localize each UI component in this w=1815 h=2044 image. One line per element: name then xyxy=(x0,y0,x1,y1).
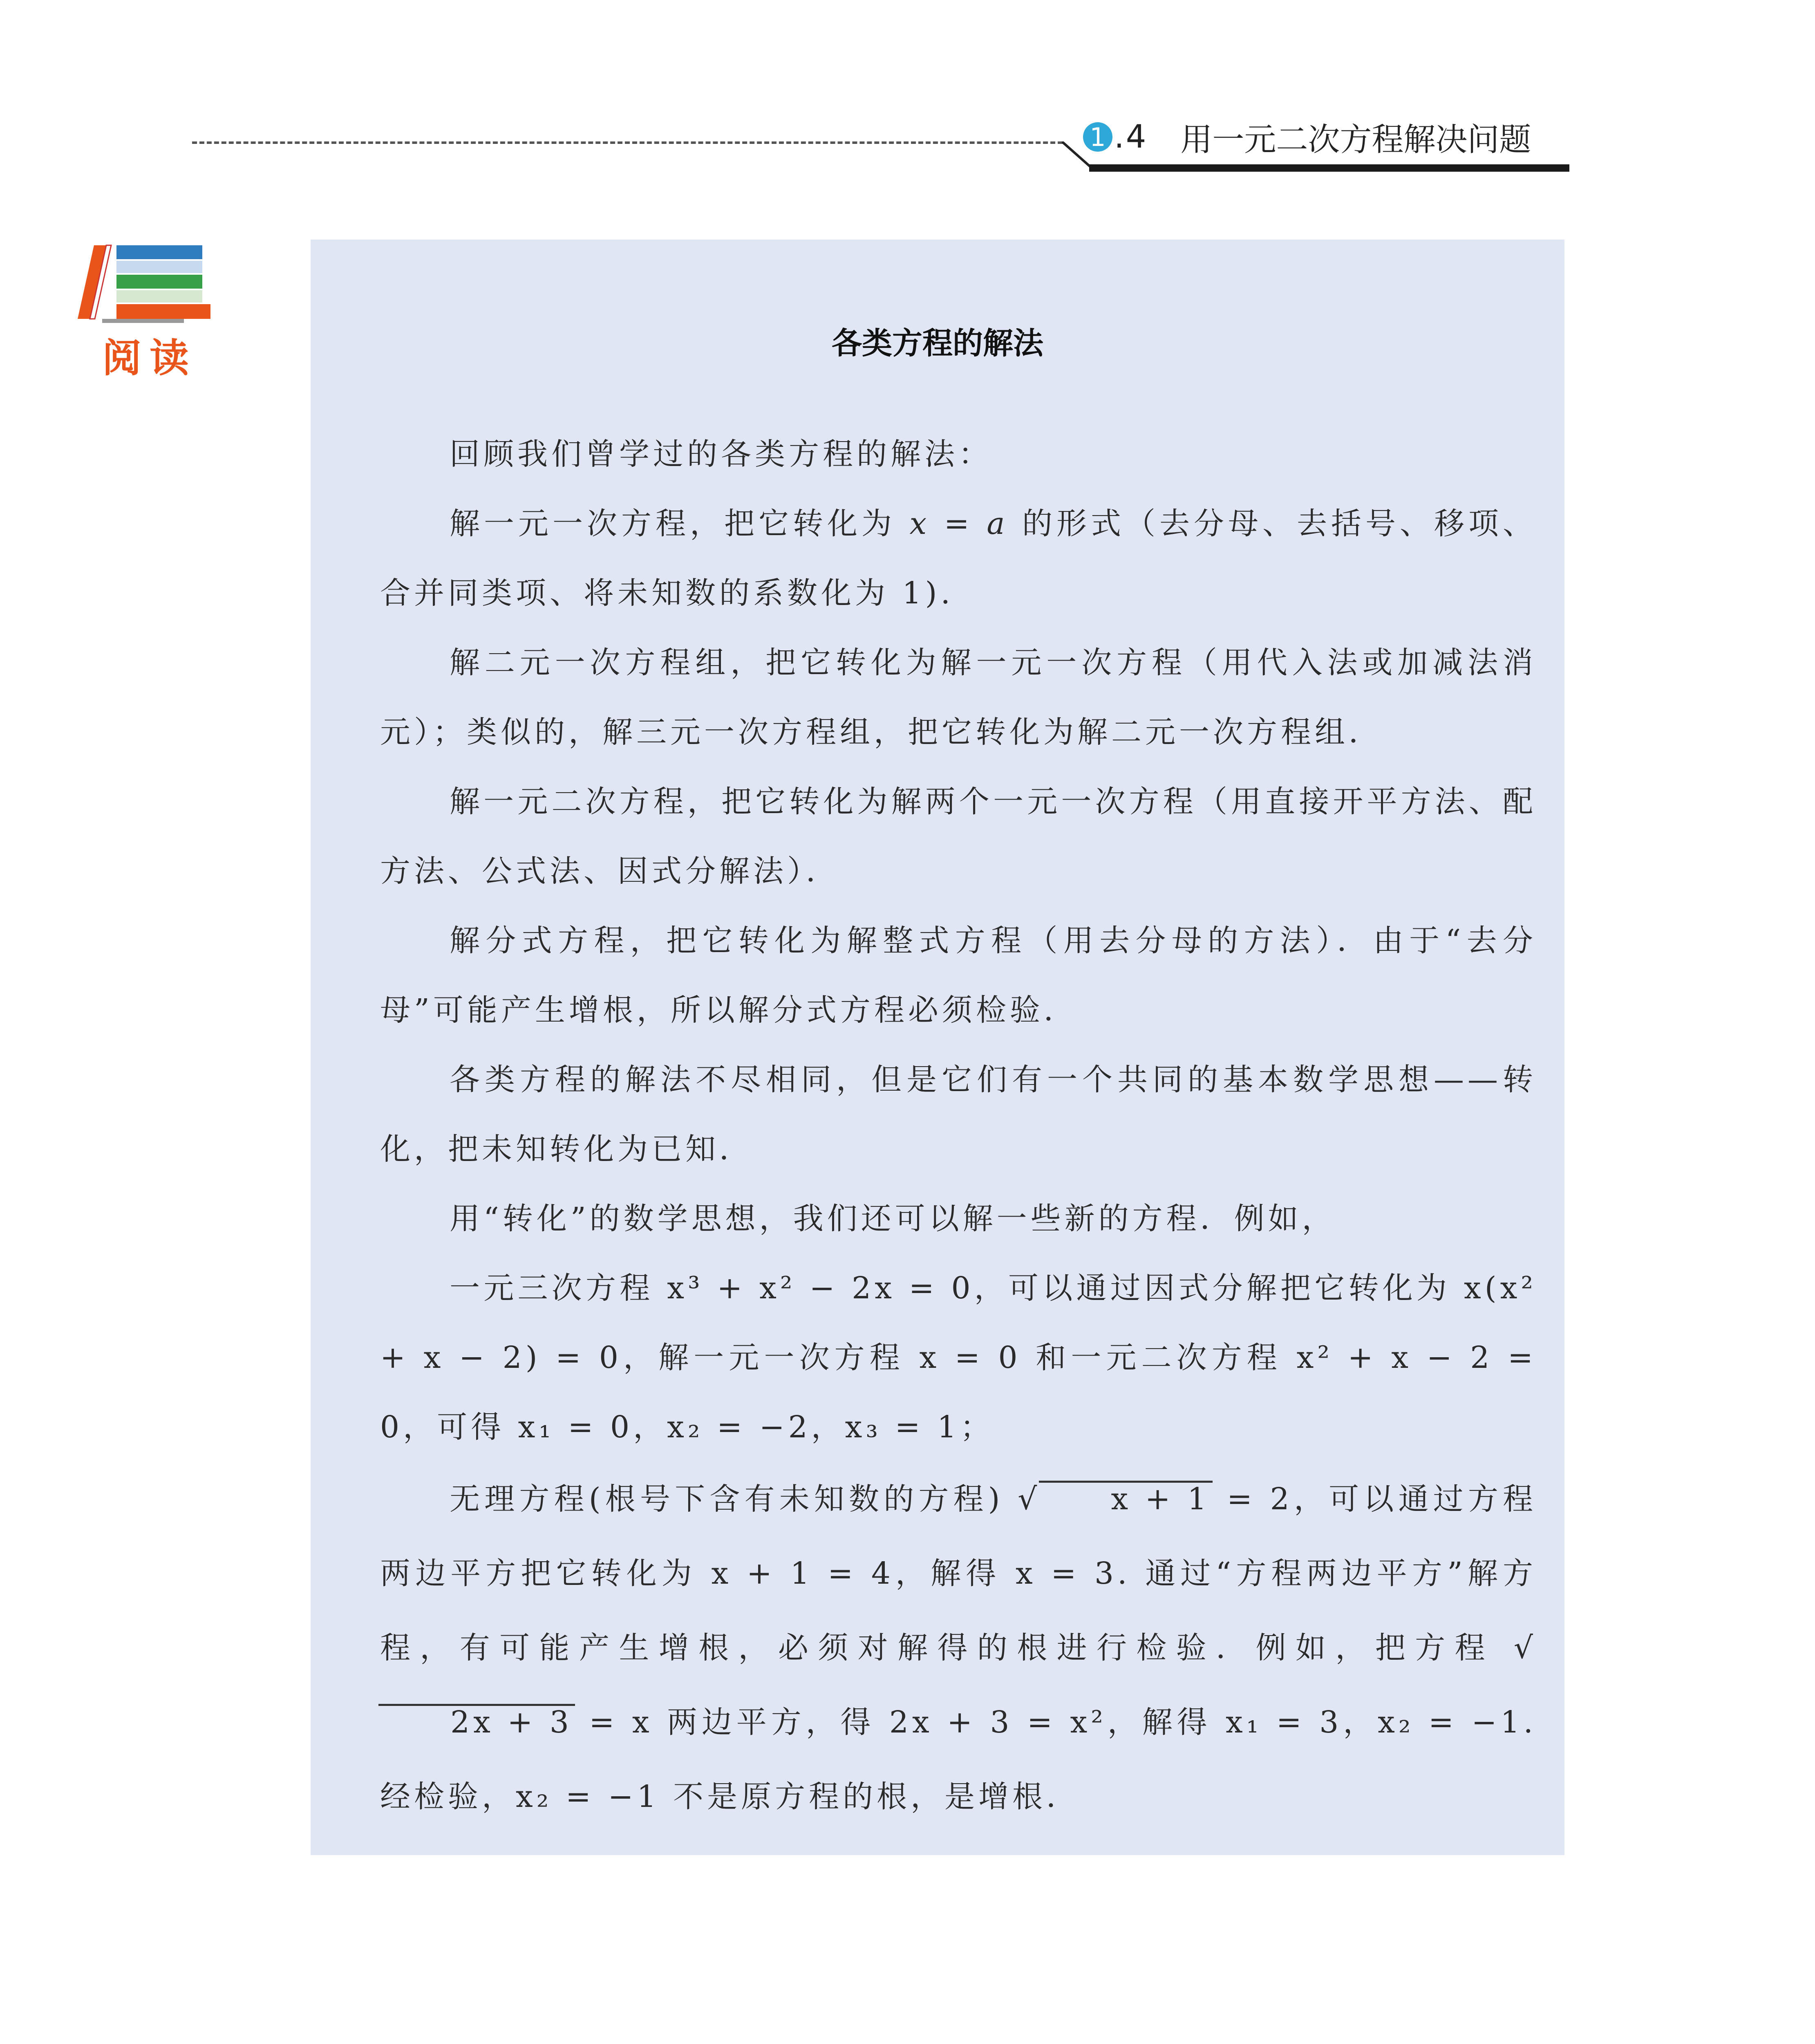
panel-title: 各类方程的解法 xyxy=(832,326,1043,361)
radicand: x + 1 xyxy=(1039,1481,1213,1516)
reading-panel xyxy=(311,240,1564,1855)
text-run: 无理方程(根号下含有未知数的方程) xyxy=(450,1481,1018,1517)
header-dashed-rule xyxy=(192,141,1063,144)
radicand: 2x + 3 xyxy=(378,1704,575,1739)
section-number: .4 xyxy=(1114,119,1148,155)
radical-sign: √ xyxy=(1513,1630,1537,1665)
paragraph-4: 解一元二次方程，把它转化为解两个一元一次方程（用直接开平方法、配方法、公式法、因式分解法）． xyxy=(380,784,1537,889)
reading-label: 阅读 xyxy=(102,335,197,381)
text-run: = x 两边平方，得 2x + 3 = x²，解得 x₁ = 3，x₂ = −1. 经检验，x₂ = −1 不是原方程的根，是增根． xyxy=(380,1705,1537,1814)
paragraph-1: 回顾我们曾学过的各类方程的解法： xyxy=(450,437,992,472)
text-run: 的形式（去分母、去括号、移项、合并同类项、将未知数的系数化为 1). xyxy=(380,506,1537,611)
chapter-number-badge: 1 xyxy=(1083,122,1112,152)
paragraph-9 xyxy=(380,1462,1537,1834)
paragraph-8: 一元三次方程 x³ + x² − 2x = 0，可以通过因式分解把它转化为 x(x² + x − 2) = 0，解一元一次方程 x = 0 和一元二次方程 x² + x − 2 = 0，可得 x₁ = 0，x₂ = −2，x₃ = 1； xyxy=(380,1271,1537,1445)
text-run: = 2，可以通过方程两边平方把它转化为 x + 1 = 4，解得 x = 3. 通过“方程两边平方”解方程，有可能产生增根，必须对解得的根进行检验．例如，把方程 xyxy=(380,1481,1537,1665)
header-underline xyxy=(1089,164,1569,172)
paragraph-6: 各类方程的解法不尽相同，但是它们有一个共同的基本数学思想——转化，把未知转化为已知． xyxy=(380,1062,1537,1167)
text-run: 解一元一次方程，把它转化为 xyxy=(450,506,910,541)
paragraph-2 xyxy=(380,489,1537,628)
section-header xyxy=(1083,114,1565,159)
paragraph-5: 解分式方程，把它转化为解整式方程（用去分母的方法）．由于“去分母”可能产生增根，所以解分式方程必须检验． xyxy=(380,923,1537,1028)
math-var: x xyxy=(909,506,931,541)
radical-sign: √ xyxy=(1018,1481,1041,1517)
panel-body xyxy=(380,419,1537,1834)
paragraph-7: 用“转化”的数学思想，我们还可以解一些新的方程．例如， xyxy=(450,1201,1336,1236)
section-title: 用一元二次方程解决问题 xyxy=(1180,121,1531,158)
paragraph-3: 解二元一次方程组，把它转化为解一元一次方程（用代入法或加减法消元）；类似的，解三元一次方程组，把它转化为解二元一次方程组． xyxy=(380,645,1537,750)
text-run: = xyxy=(930,506,987,541)
math-var: a xyxy=(987,506,1009,541)
